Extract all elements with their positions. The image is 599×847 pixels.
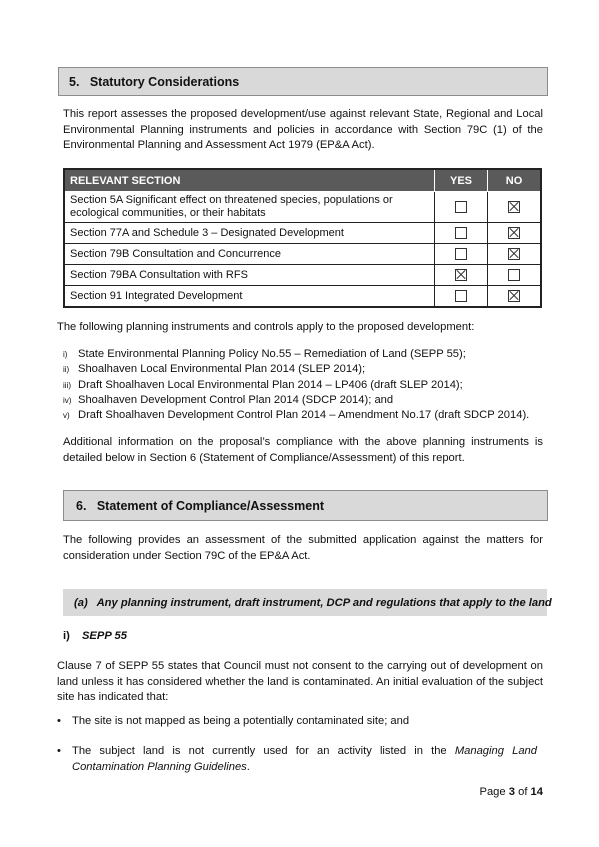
table-row <box>64 265 541 286</box>
bullet-text-1: The site is not mapped as being a potentially contaminated site; and <box>72 715 410 727</box>
header-relevant-section: RELEVANT SECTION <box>64 169 435 192</box>
list-item <box>63 362 529 377</box>
sub-i-title: SEPP 55 <box>81 630 127 642</box>
list-item-number: i) <box>63 350 68 359</box>
list-item-number: iii) <box>63 380 71 390</box>
no-cell <box>488 192 542 223</box>
list-item-text: Shoalhaven Local Environmental Plan 2014 (SLEP 2014); <box>78 363 366 376</box>
bullet-2-italic: Managing Land Contamination Planning Guidelines <box>72 745 537 773</box>
checked-box-icon <box>508 248 520 260</box>
relevant-section-cell: Section 91 Integrated Development <box>64 286 435 308</box>
no-cell <box>488 223 542 244</box>
bullet-2-after: . <box>246 760 250 773</box>
page-number <box>480 786 544 798</box>
empty-box-icon <box>455 248 467 260</box>
empty-box-icon <box>455 201 467 213</box>
yes-cell <box>435 244 488 265</box>
yes-cell <box>435 223 488 244</box>
subsection-a-heading-text: (a) Any planning instrument, draft instrument, DCP and regulations that apply to the land <box>74 596 552 609</box>
section-6-intro: The following provides an assessment of the submitted application against the matters for consideration under Section 79C of the EP&A Act. <box>63 534 543 562</box>
section-6-heading <box>63 490 548 521</box>
checked-box-icon <box>455 269 467 281</box>
relevant-section-cell: Section 79B Consultation and Concurrence <box>64 244 435 265</box>
list-item <box>63 408 529 423</box>
list-item-text: Draft Shoalhaven Development Control Plan 2014 – Amendment No.17 (draft SDCP 2014). <box>78 409 530 422</box>
page-current: 3 <box>508 786 515 798</box>
relevant-section-cell: Section 5A Significant effect on threatened species, populations or ecological communities, or their habitats <box>64 192 435 223</box>
table-row <box>64 192 541 223</box>
no-cell <box>488 244 542 265</box>
list-item <box>63 378 529 393</box>
sub-i-heading <box>63 630 127 642</box>
header-no: NO <box>488 169 542 192</box>
empty-box-icon <box>508 269 520 281</box>
yes-cell <box>435 265 488 286</box>
section-5-intro: This report assesses the proposed development/use against relevant State, Regional and Local Environmental Planning instruments and policies in accordance with Section 79C (1) of the Environmental Planning and Assessment Act 1979 (EP&A Act). <box>63 108 543 151</box>
table-row <box>64 244 541 265</box>
header-yes: YES <box>435 169 488 192</box>
checked-box-icon <box>508 227 520 239</box>
sub-i-num: i) <box>63 630 70 642</box>
subsection-a-heading <box>63 589 552 616</box>
checked-box-icon <box>508 290 520 302</box>
no-cell <box>488 265 542 286</box>
section-5-heading-text: 5. Statutory Considerations <box>69 74 240 89</box>
list-item-text: State Environmental Planning Policy No.55 – Remediation of Land (SEPP 55); <box>78 348 466 360</box>
list-item <box>63 347 529 362</box>
page-label: Page <box>479 786 506 798</box>
table-row <box>64 223 541 244</box>
clause-paragraph: Clause 7 of SEPP 55 states that Council must not consent to the carrying out of development on land unless it has considered whether the land is contaminated. An initial evaluation of the subject site has indicated that: <box>57 660 543 703</box>
table-header-row <box>64 169 541 192</box>
instruments-intro: The following planning instruments and controls apply to the proposed development: <box>57 321 475 333</box>
bullet-2-before: The subject land is not currently used for an activity listed in the <box>72 745 455 757</box>
list-item <box>63 393 529 408</box>
bullet-text-2 <box>72 744 537 775</box>
yes-cell <box>435 192 488 223</box>
empty-box-icon <box>455 290 467 302</box>
additional-info: Additional information on the proposal’s compliance with the above planning instruments is detailed below in Section 6 (Statement of Compliance/Assessment) of this report. <box>63 436 543 464</box>
section-5-heading <box>58 67 548 96</box>
instrument-list <box>63 347 529 423</box>
bullet-dot: • <box>57 745 61 757</box>
relevant-section-cell: Section 79BA Consultation with RFS <box>64 265 435 286</box>
empty-box-icon <box>455 227 467 239</box>
list-item-text: Draft Shoalhaven Local Environmental Plan 2014 – LP406 (draft SLEP 2014); <box>78 378 463 391</box>
no-cell <box>488 286 542 308</box>
list-item-number: ii) <box>63 365 70 375</box>
list-item-number: v) <box>63 411 70 421</box>
checked-box-icon <box>508 201 520 213</box>
bullet-dot: • <box>57 715 61 727</box>
section-6-heading-text: 6. Statement of Compliance/Assessment <box>76 498 324 513</box>
list-item-number: iv) <box>63 395 72 405</box>
page-of: of <box>518 786 528 798</box>
yes-cell <box>435 286 488 308</box>
relevant-section-cell: Section 77A and Schedule 3 – Designated Development <box>64 223 435 244</box>
page-total: 14 <box>530 786 543 798</box>
relevant-section-table <box>63 168 542 308</box>
list-item-text: Shoalhaven Development Control Plan 2014 (SDCP 2014); and <box>78 393 394 406</box>
table-row <box>64 286 541 308</box>
